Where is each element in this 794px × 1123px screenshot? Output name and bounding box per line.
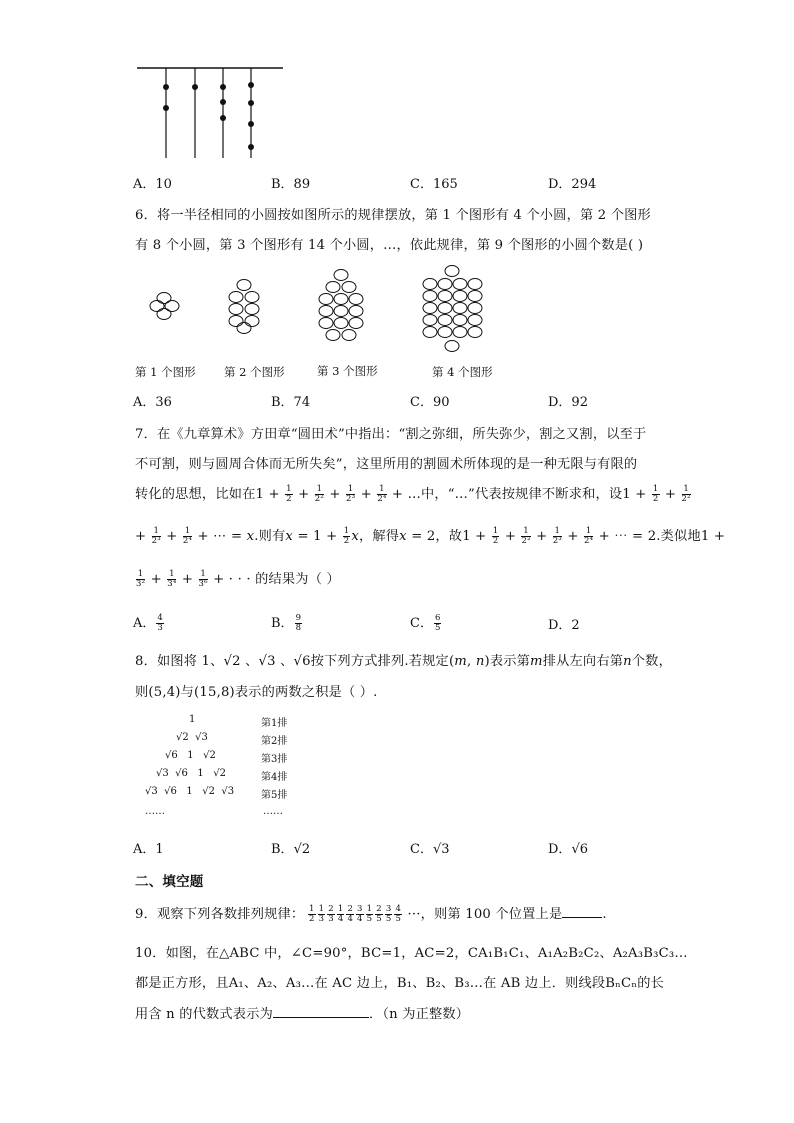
q5-option-c[interactable]: C．165 [410,177,458,192]
q8-option-b[interactable]: B．√2 [271,842,311,857]
q10-line-1: 10．如图，在△ABC 中，∠C=90°，BC=1，AC=2，CA₁B₁C₁、A₁A₂B₂C₂、A₂A₃B₃C₃… [135,946,688,961]
q5-option-d[interactable]: D．294 [548,177,597,192]
q5-option-a[interactable]: A．10 [133,177,172,192]
q7-line-5: $\frac{1}{\text{3²}}$ + $\frac{1}{\text{3⁴}}$ + $\frac{1}{\text{3⁶}}$ + · · · 的结果为（ ） [136,569,340,589]
q6-caption-2: 第 2 个图形 [224,365,285,379]
q7-option-d[interactable]: D．2 [548,618,580,633]
section-heading: 二、填空题 [135,874,204,890]
row-label-dots: …… [263,806,283,817]
q8-line-2: 则(5,4)与(15,8)表示的两数之积是（ ）. [135,685,378,700]
q7-line-2: 不可割，则与圆周合体而无所失矣”，这里所用的割圆术所体现的是一种无限与有限的 [135,457,638,472]
arrangement-dots: …… [145,806,165,817]
q6-caption-4: 第 4 个图形 [432,365,493,379]
row-label-2: 第2排 [261,736,288,747]
q5-option-b[interactable]: B．89 [271,177,311,192]
q6-line-1: 6．将一半径相同的小圆按如图所示的规律摆放，第 1 个图形有 4 个小圆，第 2 个图形 [135,208,651,223]
q7-option-b[interactable]: B． $\frac{9}{8}$ [271,613,301,633]
q6-caption-1: 第 1 个图形 [135,365,196,379]
arrangement-row-3: √6 1 √2 [165,750,216,761]
q8-option-c[interactable]: C．√3 [410,842,450,857]
q6-line-2: 有 8 个小圆，第 3 个图形有 14 个小圆，…，依此规律，第 9 个图形的小圆个数是( ) [135,238,644,253]
row-label-5: 第5排 [261,790,288,801]
q8-line-1: 8．如图将 1、√2 、√3 、√6按下列方式排列.若规定(m, n)表示第m排从左向右第n个数， [135,654,672,669]
q6-option-a[interactable]: A．36 [133,395,172,410]
arrangement-row-5: √3 √6 1 √2 √3 [145,786,235,797]
q10-line-2: 都是正方形，且A₁、A₂、A₃…在 AC 边上，B₁、B₂、B₃…在 AB 边上．则线段BₙCₙ的长 [135,976,665,991]
q7-line-4: + $\frac{1}{\text{2³}}$ + $\frac{1}{\text{2⁴}}$ + ⋯ = x.则有x = 1 + $\frac{1}{2}$ x，解得x = 2，故1 + $\frac{1}{2}$ + $\frac{1}{\text{2²}}$ + $\frac{1}{\text{2³}}$ + $\frac{1}{\text{2⁴}}$ + ⋯ = 2.类似地1 + [135,526,726,546]
q6-option-c[interactable]: C．90 [410,395,450,410]
arrangement-row-2: √2 √3 [176,732,208,743]
q7-option-a[interactable]: A． $\frac{4}{3}$ [133,613,163,633]
arrangement-row-4: √3 √6 1 √2 [156,768,226,779]
row-label-3: 第3排 [261,754,288,765]
q6-caption-3: 第 3 个图形 [317,364,378,378]
q8-option-a[interactable]: A．1 [133,842,164,857]
q8-option-d[interactable]: D．√6 [548,842,588,857]
q7-option-c[interactable]: C． $\frac{6}{5}$ [410,613,441,633]
arrangement-row-1: 1 [189,714,196,725]
q6-option-d[interactable]: D．92 [548,395,588,410]
q7-line-3: 转化的思想，比如在1 + $\frac{1}{2}$ + $\frac{1}{\text{2²}}$ + $\frac{1}{\text{2³}}$ + $\frac{1}{\text{2⁴}}$ + …中，“…”代表按规律不断求和，设1 + $\frac{1}{2}$ + $\frac{1}{\text{2²}}$ [135,484,691,504]
q7-line-1: 7．在《九章算术》方田章“圆田术”中指出：“割之弥细，所失弥少，割之又割，以至于 [135,427,647,442]
row-label-4: 第4排 [261,772,288,783]
q9-line: 9．观察下列各数排列规律： $\frac{1}{2}$ $\frac{1}{3}$ $\frac{2}{3}$ $\frac{1}{4}$ $\frac{2}{4}$ $\frac{3}{4}$ $\frac{1}{5}$ $\frac{2}{5}$ $\frac{3}{5}$ $\frac{4}{5}$ ···，则第 100 个位置上是 . [135,904,607,924]
q6-option-b[interactable]: B．74 [271,395,311,410]
q10-answer-blank[interactable] [273,1017,369,1018]
row-label-1: 第1排 [261,718,288,729]
q9-answer-blank[interactable] [562,917,602,918]
q10-line-3: 用含 n 的代数式表示为 ．（n 为正整数） [135,1007,470,1022]
